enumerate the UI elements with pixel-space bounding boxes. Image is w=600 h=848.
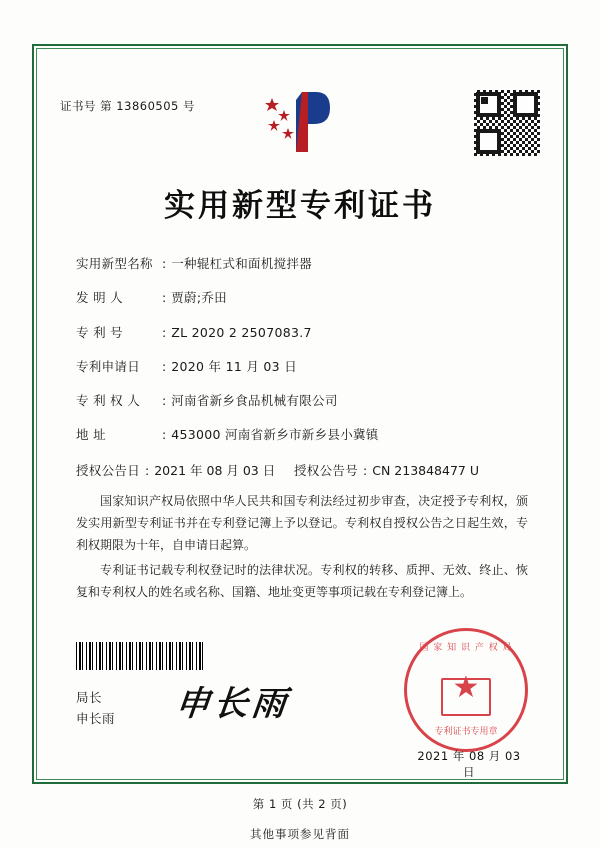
- handwritten-signature: 申长雨: [173, 684, 292, 724]
- colon-inventor: :: [162, 290, 167, 306]
- field-grant-date: [76, 461, 294, 479]
- signature-block: [76, 688, 115, 729]
- colon-grant-date: :: [145, 462, 150, 478]
- qr-code-icon: [474, 90, 540, 156]
- page-title: 实用新型专利证书: [164, 188, 436, 224]
- field-grant-number: [294, 461, 526, 479]
- label-patentee: 专 利 权 人: [76, 393, 141, 408]
- patent-office-logo-icon: [258, 88, 342, 158]
- legal-body-text: [76, 490, 528, 605]
- value-address: 453000 河南省新乡市新乡县小冀镇: [171, 427, 379, 443]
- value-grant-number: CN 213848477 U: [372, 462, 479, 478]
- certificate-number: 证书号 第 13860505 号: [60, 99, 195, 113]
- field-patent-number: [76, 324, 526, 343]
- colon-patent-number: :: [162, 324, 167, 340]
- colon-patentee: :: [162, 393, 167, 408]
- legal-paragraph-2: 专利证书记载专利权登记时的法律状况。专利权的转移、质押、无效、终止、恢复和专利权人的姓名或名称、国籍、地址变更等事项记载在专利登记簿上。: [76, 562, 528, 599]
- director-name: 申长雨: [76, 710, 116, 726]
- footer-note: 其他事项参见背面: [250, 827, 350, 841]
- fields-block: [76, 255, 526, 494]
- value-inventor: 贾蔚;乔田: [171, 290, 227, 306]
- official-seal: [404, 628, 528, 752]
- director-title: 局长: [76, 690, 103, 705]
- value-patent-number: ZL 2020 2 2507083.7: [171, 324, 312, 340]
- field-address: [76, 426, 526, 445]
- colon-application-date: :: [162, 358, 167, 374]
- colon-grant-number: :: [363, 462, 368, 478]
- field-utility-model-name: [76, 255, 526, 274]
- label-application-date: 专利申请日: [76, 358, 141, 374]
- barcode-icon: [76, 642, 204, 670]
- field-grant-row: [76, 461, 526, 479]
- colon-address: :: [162, 427, 167, 443]
- seal-top-text: 国 家 知 识 产 权 局: [419, 643, 513, 653]
- seal-bottom-text: 专利证书专用章: [434, 727, 498, 737]
- field-application-date: [76, 358, 526, 377]
- label-utility-model-name: 实用新型名称: [76, 256, 153, 271]
- label-grant-date: 授权公告日: [76, 462, 141, 478]
- value-application-date: 2020 年 11 月 03 日: [171, 358, 298, 374]
- legal-paragraph-1: 国家知识产权局依照中华人民共和国专利法经过初步审查，决定授予专利权，颁发实用新型专利证书并在专利登记簿上予以登记。专利权自授权公告之日起生效，专利权期限为十年，自申请日起算。: [76, 494, 528, 553]
- colon-utility-model-name: :: [162, 256, 167, 271]
- seal-star-icon: ★: [452, 670, 480, 706]
- value-patentee: 河南省新乡食品机械有限公司: [171, 393, 338, 408]
- label-inventor: 发 明 人: [76, 290, 123, 306]
- page-number: 第 1 页 (共 2 页): [252, 797, 348, 811]
- seal-date: 2021 年 08 月 03 日: [417, 749, 521, 779]
- value-utility-model-name: 一种辊杠式和面机搅拌器: [171, 256, 313, 271]
- label-patent-number: 专 利 号: [76, 324, 123, 340]
- field-inventor: [76, 289, 526, 308]
- label-address: 地 址: [76, 427, 106, 443]
- value-grant-date: 2021 年 08 月 03 日: [154, 462, 276, 478]
- field-patentee: [76, 392, 526, 411]
- label-grant-number: 授权公告号: [294, 462, 359, 478]
